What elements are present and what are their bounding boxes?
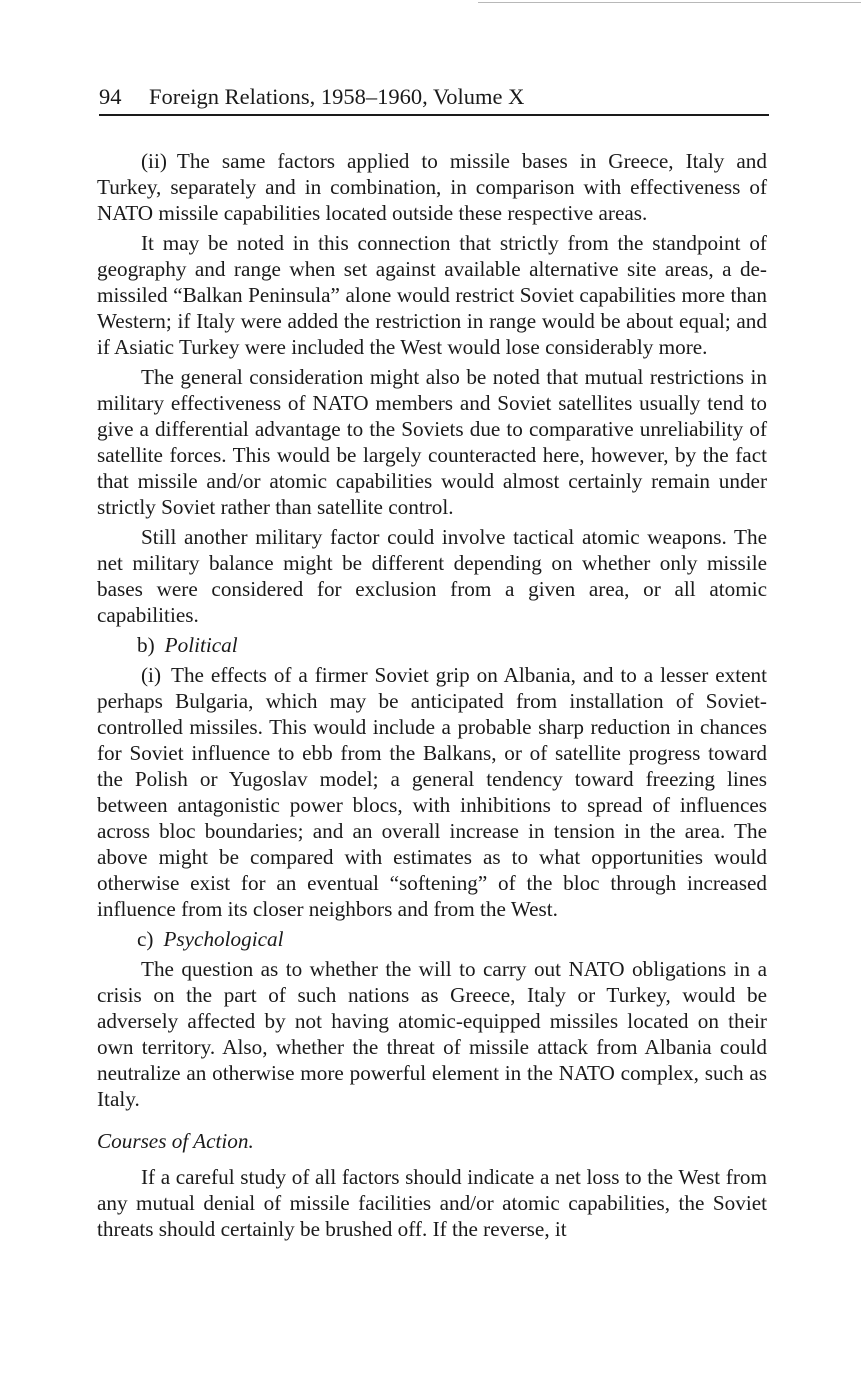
document-body xyxy=(97,148,767,1246)
paragraph-nato-will: The question as to whether the will to carry out NATO obligations in a crisis on the part of such nations as Greece, Italy or Turkey, would be adversely affected by not having atomic-equipped missiles located on their own territory. Also, whether the threat of missile attack from Albania could neutralize an otherwise more powerful element in the NATO complex, such as Italy. xyxy=(97,957,767,1111)
subheading-label: c) xyxy=(137,927,154,951)
page-number: 94 xyxy=(99,84,122,109)
subheading-title: Psychological xyxy=(163,927,284,951)
subheading-psychological xyxy=(97,926,767,952)
top-edge-rule xyxy=(478,2,861,3)
subheading-title: Political xyxy=(164,633,238,657)
paragraph-tactical-weapons: Still another military factor could involve tactical atomic weapons. The net military balance might be different depending on whether only missile bases were considered for exclusion from a given area, or all atomic capabilities. xyxy=(97,525,767,627)
enumeration-label: (i) xyxy=(141,663,161,687)
enumeration-label: (ii) xyxy=(141,149,167,173)
paragraph-general-consideration: The general consideration might also be noted that mutual restrictions in military effectiveness of NATO members and Soviet satellites usually tend to give a differential advantage to the Soviets due to comparative unreliability of satellite forces. This would be largely counteracted here, however, by the fact that missile and/or atomic capabilities would almost certainly remain under strictly Soviet rather than satellite control. xyxy=(97,365,767,519)
paragraph-courses-of-action: If a careful study of all factors should indicate a net loss to the West from any mutual denial of missile facilities and/or atomic capabilities, the Soviet threats should certainly be brushed off. If the reverse, it xyxy=(97,1165,767,1241)
subheading-political xyxy=(97,632,767,658)
paragraph-text: The effects of a firmer Soviet grip on Albania, and to a lesser extent perhaps Bulgaria, which may be anticipated from installation of Soviet-controlled missiles. This would include a probable sharp reduction in chances for Soviet influence to ebb from the Balkans, or of satellite progress toward the Polish or Yugoslav model; a general tendency toward freezing lines between antagonistic power blocs, with inhibitions to spread of influences across bloc boundaries; and an overall increase in tension in the area. The above might be compared with estimates as to what opportunities would otherwise exist for an eventual “softening” of the bloc through increased influence from its closer neighbors and from the West. xyxy=(97,663,767,921)
paragraph-missile-bases xyxy=(97,148,767,226)
section-heading-courses-of-action: Courses of Action. xyxy=(97,1129,254,1153)
running-title: Foreign Relations, 1958–1960, Volume X xyxy=(149,84,525,109)
paragraph-soviet-grip xyxy=(97,662,767,922)
paragraph-geography: It may be noted in this connection that strictly from the standpoint of geography and range when set against available alternative site areas, a de-missiled “Balkan Peninsula” alone would restrict Soviet capabilities more than Western; if Italy were added the restriction in range would be about equal; and if Asiatic Turkey were included the West would lose considerably more. xyxy=(97,231,767,359)
subheading-label: b) xyxy=(137,633,155,657)
paragraph-text: The same factors applied to missile bases in Greece, Italy and Turkey, separately and in combination, in comparison with effectiveness of NATO missile capabilities located outside these respective areas. xyxy=(97,149,767,225)
header-rule xyxy=(99,114,769,116)
running-head xyxy=(99,82,769,112)
